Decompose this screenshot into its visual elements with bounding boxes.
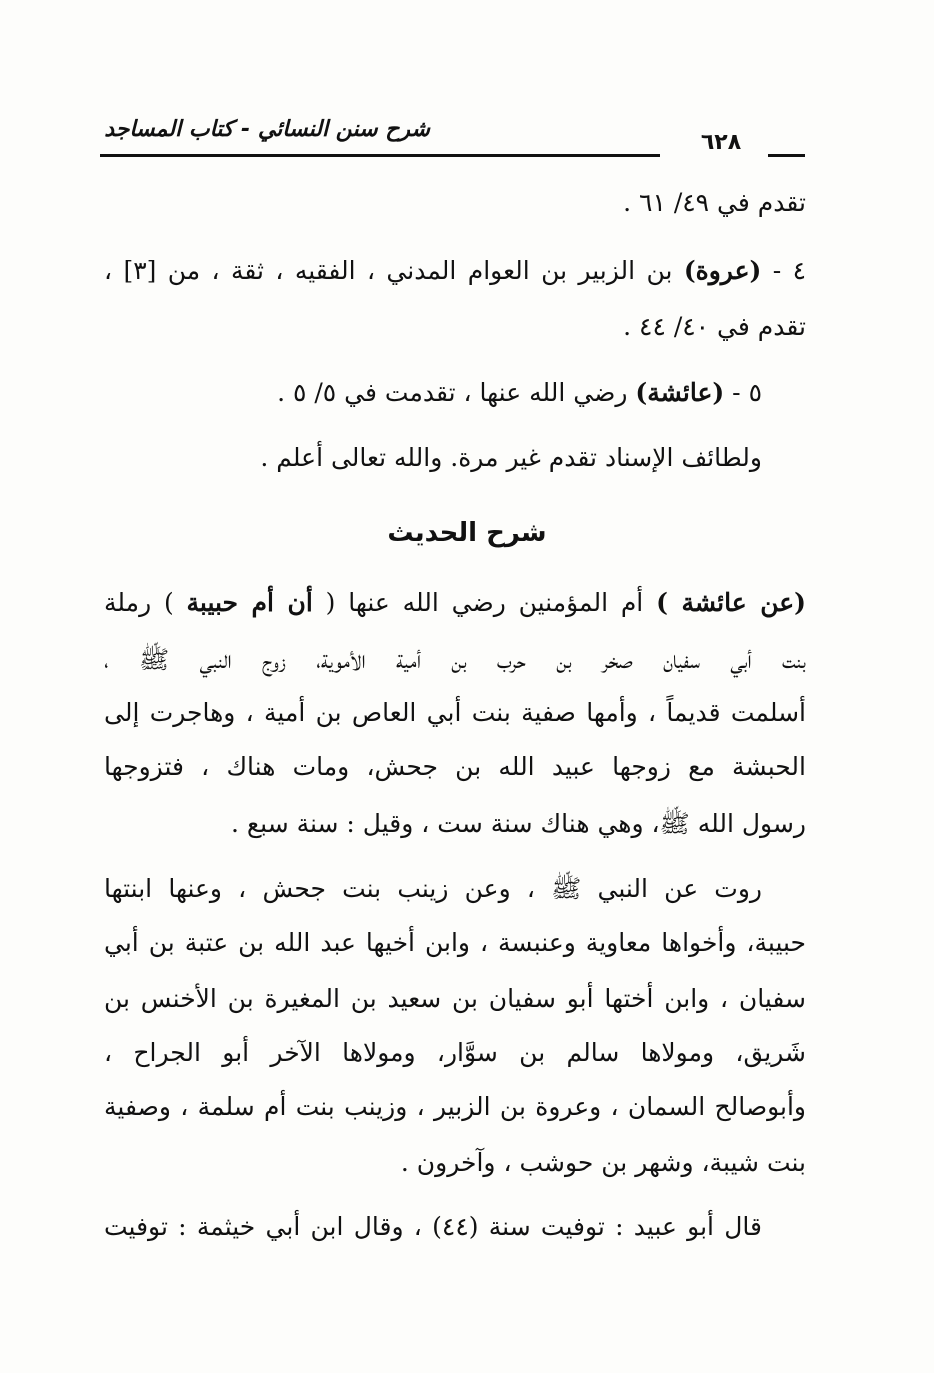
narrator-4-line: [104, 256, 806, 285]
plain-text: أم المؤمنين رضي الله عنها (: [312, 588, 657, 617]
quoted-text: (عن عائشة ): [656, 588, 806, 617]
paragraph-line: وأبوصالح السمان ، وعروة بن الزبير ، وزينب بنت أم سلمة ، وصفية: [104, 1092, 806, 1121]
narrator-details: رضي الله عنها ، تقدمت في ٥/ ٥ .: [277, 378, 636, 407]
page-number: ٦٢٨: [700, 130, 742, 155]
narrator-name: (عروة): [683, 256, 762, 285]
running-header-title: شرح سنن النسائي - كتاب المساجد: [104, 117, 430, 142]
quoted-text: أن أم حبيبة: [186, 588, 313, 617]
paragraph-line: شَريق، ومولاها سالم بن سوَّار، ومولاها الآخر أبو الجراح ،: [104, 1038, 806, 1067]
paragraph-line: بنت أبي سفيان صخر بن حرب بن أمية الأموية، زوج النبي ﷺ ،: [104, 645, 806, 674]
plain-text: ) رملة: [104, 588, 187, 617]
item-number: ٤ -: [761, 256, 806, 285]
paragraph-line: الحبشة مع زوجها عبيد الله بن جحش، ومات هناك ، فتزوجها: [104, 752, 806, 781]
paragraph-line: قال أبو عبيد : توفيت سنة (٤٤) ، وقال ابن أبي خيثمة : توفيت: [104, 1212, 762, 1241]
paragraph-line: رسول الله ﷺ، وهي هناك سنة ست ، وقيل : سنة سبع .: [230, 809, 806, 838]
text-line: ولطائف الإسناد تقدم غير مرة. والله تعالى أعلم .: [260, 443, 762, 472]
narrator-details: بن الزبير بن العوام المدني ، الفقيه ، ثقة ، من [٣] ،: [104, 256, 684, 285]
narrator-5-line: [277, 378, 762, 407]
paragraph-line: [104, 588, 806, 617]
section-heading: شرح الحديث: [387, 518, 547, 548]
narrator-name: (عائشة): [635, 378, 725, 407]
paragraph-line: أسلمت قديماً ، وأمها صفية بنت أبي العاص بن أمية ، وهاجرت إلى: [104, 698, 806, 727]
item-number: ٥ -: [724, 378, 762, 407]
paragraph-line: سفيان ، وابن أختها أبو سفيان بن سعيد بن المغيرة بن الأخنس بن: [104, 984, 806, 1013]
header-rule: [100, 154, 660, 157]
paragraph-line: حبيبة، وأخواها معاوية وعنبسة ، وابن أخيها عبد الله بن عتبة بن أبي: [104, 928, 806, 957]
text-line: تقدم في ٤٩/ ٦١ .: [623, 188, 806, 217]
text-line: تقدم في ٤٠/ ٤٤ .: [623, 312, 806, 341]
paragraph-line: روت عن النبي ﷺ ، وعن زينب بنت جحش ، وعنها ابنتها: [104, 874, 762, 903]
paragraph-line: بنت شيبة، وشهر بن حوشب ، وآخرون .: [400, 1148, 806, 1177]
header-dash: [768, 154, 805, 157]
